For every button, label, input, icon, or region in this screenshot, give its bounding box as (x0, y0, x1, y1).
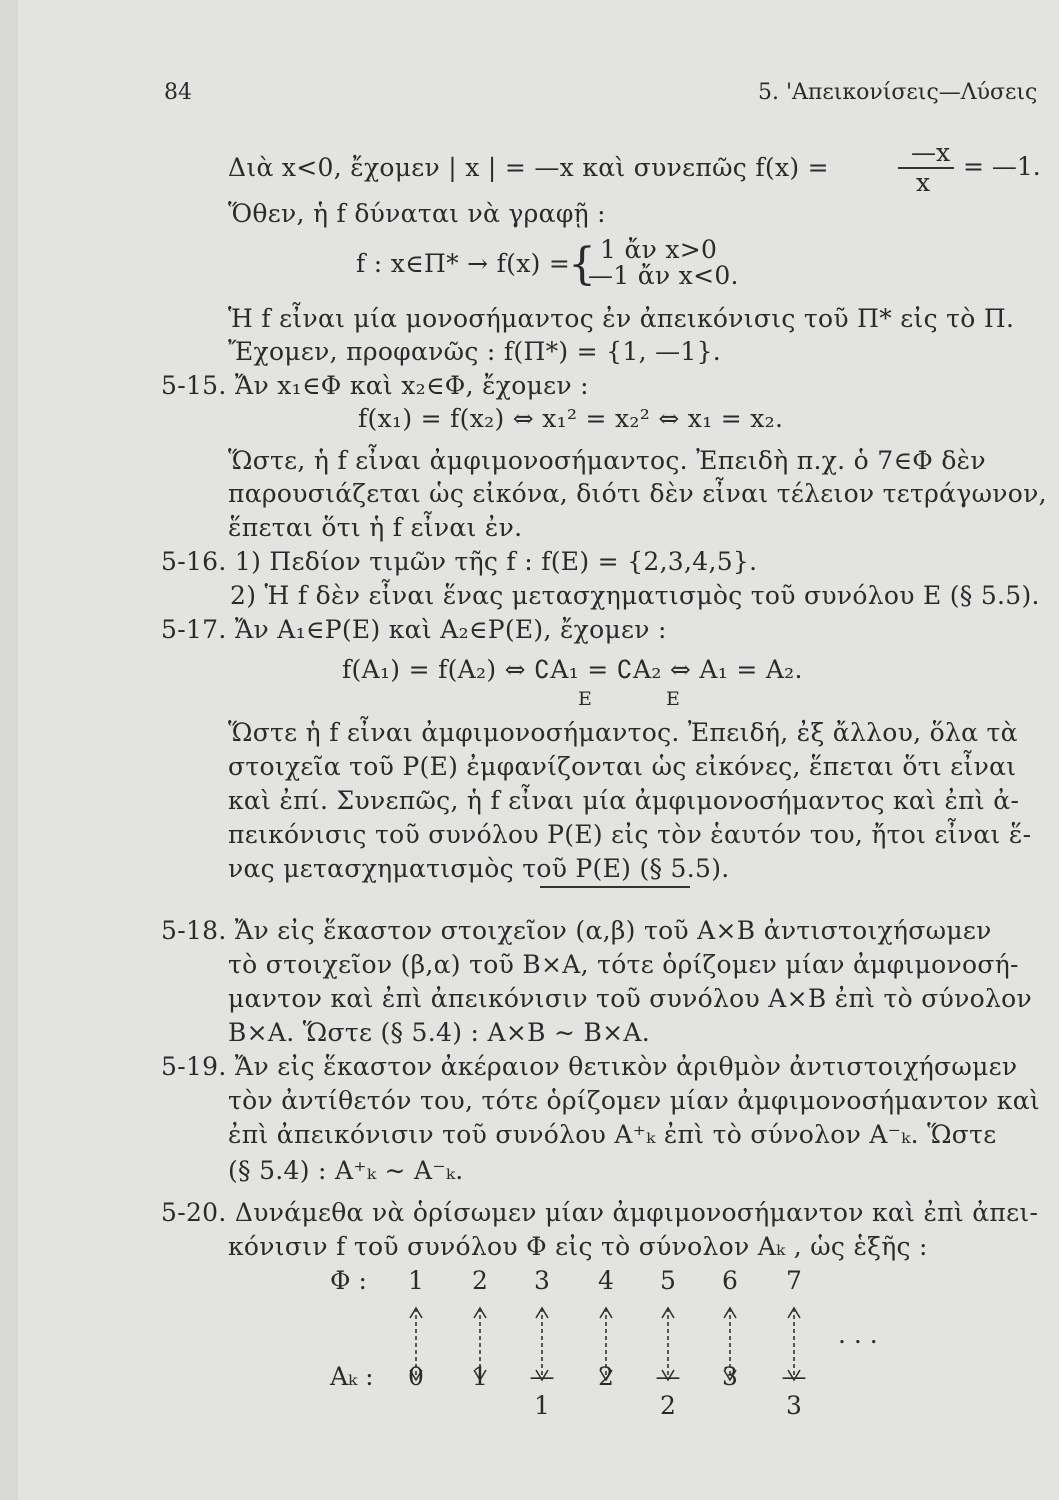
text-line: Ὥστε, ἡ f εἶναι ἀμφιμονοσήμαντος. Ἐπειδὴ π.χ. ὁ 7∈Φ δὲν (228, 446, 986, 475)
running-title: 5. 'Απεικονίσεις—Λύσεις (758, 80, 1038, 105)
subscript-E: E (578, 688, 593, 710)
book-page (18, 0, 1059, 1500)
table-bottom-value: —2 (655, 1362, 681, 1420)
text-line: στοιχεῖα τοῦ P(E) ἐμφανίζονται ὡς εἰκόνες, ἕπεται ὅτι εἶναι (228, 752, 1017, 781)
section-divider (540, 886, 690, 888)
table-top-value: 6 (722, 1266, 738, 1295)
case-line: 1 ἄν x>0 (600, 235, 718, 264)
table-bottom-value: 3 (722, 1362, 738, 1391)
exercise-line: 5-15. Ἄν x₁∈Φ καὶ x₂∈Φ, ἔχομεν : (161, 371, 589, 400)
exercise-line: 5-20. Δυνάμεθα νὰ ὁρίσωμεν μίαν ἀμφιμονοσήμαντον καὶ ἐπὶ ἀπει- (161, 1198, 1039, 1227)
table-bottom-value: 2 (598, 1362, 614, 1391)
table-bottom-value: —3 (781, 1362, 807, 1420)
text-line: παρουσιάζεται ὡς εἰκόνα, διότι δὲν εἶναι τέλειον τετράγωνον, (228, 479, 1047, 508)
fraction-numerator: —x (911, 138, 951, 167)
mapping-table (318, 1266, 918, 1420)
formula-line: f(A₁) = f(A₂) ⇔ ∁A₁ = ∁A₂ ⇔ A₁ = A₂. (342, 655, 803, 684)
text-line: καὶ ἐπί. Συνεπῶς, ἡ f εἶναι μία ἀμφιμονοσήμαντος καὶ ἐπὶ ἀ- (228, 786, 1020, 815)
case-line: —1 ἄν x<0. (588, 261, 739, 290)
text-line: 2) Ἡ f δὲν εἶναι ἕνας μετασχηματισμὸς τοῦ συνόλου E (§ 5.5). (230, 581, 1040, 610)
text-line: ἐπὶ ἀπεικόνισιν τοῦ συνόλου A⁺ₖ ἐπὶ τὸ σύνολον A⁻ₖ. Ὥστε (228, 1120, 997, 1149)
page-number: 84 (164, 80, 192, 105)
text-line: ἕπεται ὅτι ἡ f εἶναι ἐν. (228, 513, 523, 542)
text-line: νας μετασχηματισμὸς τοῦ P(E) (§ 5.5). (228, 854, 730, 883)
text-line: (§ 5.4) : A⁺ₖ ∼ A⁻ₖ. (228, 1156, 464, 1185)
text-line: Ὥστε ἡ f εἶναι ἀμφιμονοσήμαντος. Ἐπειδή, ἐξ ἄλλου, ὅλα τὰ (228, 718, 1018, 747)
table-top-value: 4 (598, 1266, 614, 1295)
brace: { (568, 239, 597, 290)
subscript-E: E (666, 688, 681, 710)
text-line: Διὰ x<0, ἔχομεν | x | = —x καὶ συνεπῶς f(x) = (228, 153, 829, 182)
exercise-line: 5-16. 1) Πεδίον τιμῶν τῆς f : f(E) = {2,3,4,5}. (161, 547, 758, 576)
table-top-value: 2 (472, 1266, 488, 1295)
text-line: Ὅθεν, ἡ f δύναται νὰ γραφῇ : (228, 199, 606, 228)
table-bottom-value: 0 (408, 1362, 424, 1391)
text-line: Ἔχομεν, προφανῶς : f(Π*) = {1, —1}. (228, 337, 722, 366)
text-line: B×A. Ὥστε (§ 5.4) : A×B ∼ B×A. (228, 1018, 651, 1047)
table-top-label: Φ : (330, 1266, 367, 1295)
exercise-line: 5-18. Ἄν εἰς ἕκαστον στοιχεῖον (α,β) τοῦ A×B ἀντιστοιχήσωμεν (161, 916, 992, 945)
table-bottom-value: 1 (472, 1362, 488, 1391)
text-line: τὸν ἀντίθετόν του, τότε ὁρίζομεν μίαν ἀμφιμονοσήμαντον καὶ (228, 1086, 1041, 1115)
ellipsis: . . . (838, 1320, 878, 1349)
exercise-line: 5-19. Ἄν εἰς ἕκαστον ἀκέραιον θετικὸν ἀριθμὸν ἀντιστοιχήσωμεν (161, 1052, 1018, 1081)
exercise-line: 5-17. Ἄν A₁∈P(E) καὶ A₂∈P(E), ἔχομεν : (161, 615, 667, 644)
table-bottom-label: Aₖ : (330, 1362, 374, 1391)
table-top-value: 3 (534, 1266, 550, 1295)
fraction-denominator: x (916, 168, 931, 197)
formula-line: f : x∈Π* → f(x) = (356, 249, 571, 278)
table-top-value: 7 (786, 1266, 802, 1295)
table-bottom-value: —1 (529, 1362, 555, 1420)
text-line: μαντον καὶ ἐπὶ ἀπεικόνισιν τοῦ συνόλου A×B ἐπὶ τὸ σύνολον (228, 984, 1032, 1013)
table-top-value: 1 (408, 1266, 424, 1295)
text-line: πεικόνισις τοῦ συνόλου P(E) εἰς τὸν ἑαυτόν του, ἤτοι εἶναι ἕ- (228, 820, 1032, 849)
text-line: τὸ στοιχεῖον (β,α) τοῦ B×A, τότε ὁρίζομεν μίαν ἀμφιμονοσή- (228, 950, 1019, 979)
formula-line: f(x₁) = f(x₂) ⇔ x₁² = x₂² ⇔ x₁ = x₂. (358, 404, 784, 433)
table-top-value: 5 (660, 1266, 676, 1295)
text-line: Ἡ f εἶναι μία μονοσήμαντος ἐν ἀπεικόνισις τοῦ Π* εἰς τὸ Π. (228, 304, 1015, 333)
fraction-result: = —1. (963, 152, 1041, 181)
text-line: κόνισιν f τοῦ συνόλου Φ εἰς τὸ σύνολον Aₖ , ὡς ἑξῆς : (228, 1232, 928, 1261)
